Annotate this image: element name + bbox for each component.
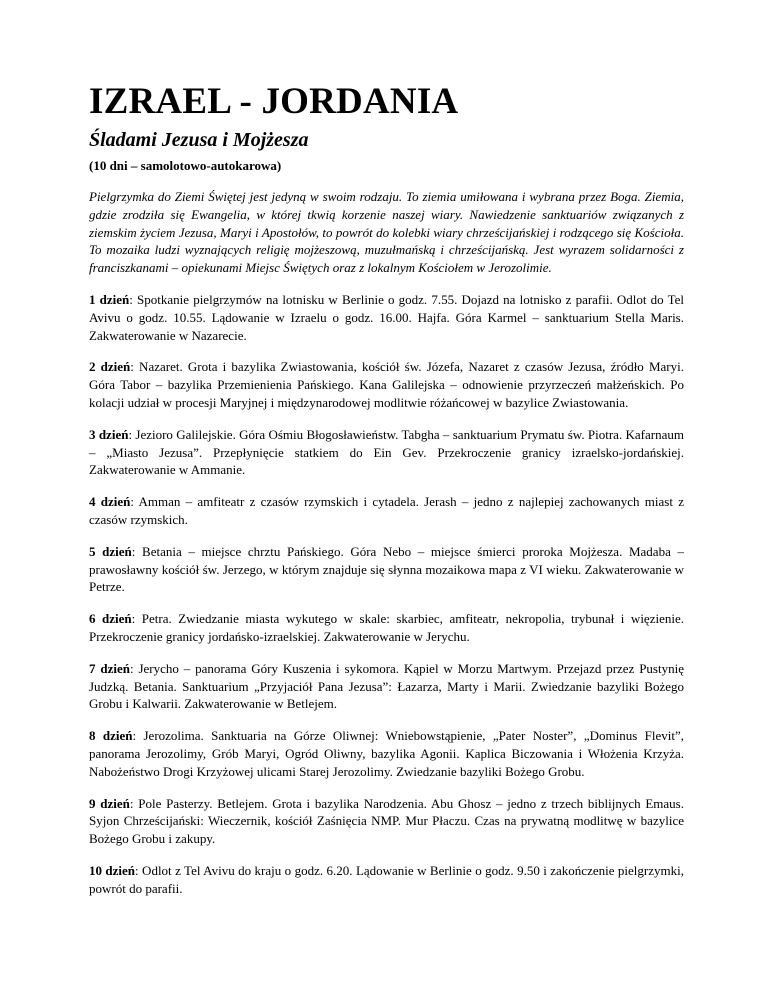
day-label: 6 dzień	[89, 611, 132, 627]
day-label: 4 dzień	[89, 494, 131, 510]
day-item	[89, 426, 684, 479]
day-text: : Betania – miejsce chrztu Pańskiego. Góra Nebo – miejsce śmierci proroka Mojżesza. Madaba – prawosławny kościół św. Jerzego, w którym znajduje się słynna mozaikowa mapa z VI wieku. Zakwaterowanie w Petrze.	[89, 543, 684, 595]
day-item	[89, 795, 684, 848]
day-text: : Odlot z Tel Avivu do kraju o godz. 6.20. Lądowanie w Berlinie o godz. 9.50 i zakończenie pielgrzymki, powrót do parafii.	[89, 862, 684, 896]
day-text: : Amman – amfiteatr z czasów rzymskich i cytadela. Jerash – jedno z najlepiej zachowanych miast z czasów rzymskich.	[89, 494, 684, 527]
day-text: : Jerozolima. Sanktuaria na Górze Oliwnej: Wniebowstąpienie, „Pater Noster”, „Dominus Flevit”, panorama Jerozolimy, Grób Maryi, Ogród Oliwny, bazylika Agonii. Kaplica Biczowania i Włożenia Krzyża. Nabożeństwo Drogi Krzyżowej ulicami Starej Jerozolimy. Zwiedzanie bazyliki Bożego Grobu.	[89, 728, 684, 779]
day-label: 1 dzień	[89, 291, 130, 307]
page-subtitle: Śladami Jezusa i Mojżesza	[89, 129, 309, 151]
day-item	[89, 727, 684, 780]
day-text: : Jezioro Galilejskie. Góra Ośmiu Błogosławieństw. Tabgha – sanktuarium Prymatu św. Piotra. Kafarnaum – „Miasto Jezusa”. Przepłynięcie statkiem do Ein Gev. Przekroczenie granicy izraelsko-jordańskiej. Zakwaterowanie w Ammanie.	[89, 426, 684, 478]
day-label: 5 dzień	[89, 543, 132, 559]
day-label: 8 dzień	[89, 728, 133, 744]
day-text: : Spotkanie pielgrzymów na lotnisku w Berlinie o godz. 7.55. Dojazd na lotnisko z parafii. Odlot do Tel Avivu o godz. 10.55. Lądowanie w Izraelu o godz. 16.00. Hajfa. Góra Karmel – sanktuarium Stella Maris. Zakwaterowanie w Nazarecie.	[89, 291, 684, 343]
document-page	[89, 80, 684, 898]
intro-paragraph: Pielgrzymka do Ziemi Świętej jest jedyną w swoim rodzaju. To ziemia umiłowana i wybrana przez Boga. Ziemia, gdzie zrodziła się Ewangelia, w której tkwią korzenie naszej wiary. Nawiedzenie sanktuariów związanych z ziemskim życiem Jezusa, Maryi i Apostołów, to powrót do kolebki wiary chrześcijańskiej i rodzącego się Kościoła. To mozaika ludzi wyznających religię mojżeszową, muzułmańską i chrześcijańską. Jest wyrazem solidarności z franciszkanami – opiekunami Miejsc Świętych oraz z lokalnym Kościołem w Jerozolimie.	[89, 189, 684, 276]
page-title: IZRAEL - JORDANIA	[89, 81, 459, 122]
day-item	[89, 493, 684, 529]
day-label: 9 dzień	[89, 795, 130, 811]
day-item	[89, 291, 684, 344]
day-item	[89, 610, 684, 646]
day-text: : Jerycho – panorama Góry Kuszenia i sykomora. Kąpiel w Morzu Martwym. Przejazd przez Pustynię Judzką. Betania. Sanktuarium „Przyjaciół Pana Jezusa”: Łazarza, Marty i Marii. Zwiedzanie bazyliki Bożego Grobu i Kalwarii. Zakwaterowanie w Betlejem.	[89, 660, 684, 712]
day-text: : Petra. Zwiedzanie miasta wykutego w skale: skarbiec, amfiteatr, nekropolia, trybunał i więzienie. Przekroczenie granicy jordańsko-izraelskiej. Zakwaterowanie w Jerychu.	[89, 611, 684, 644]
day-label: 7 dzień	[89, 660, 130, 676]
day-item	[89, 862, 684, 898]
day-item	[89, 543, 684, 596]
day-label: 3 dzień	[89, 426, 129, 442]
day-text: : Nazaret. Grota i bazylika Zwiastowania, kościół św. Józefa, Nazaret z czasów Jezusa, źródło Maryi. Góra Tabor – bazylika Przemienienia Pańskiego. Kana Galilejska – odnowienie przyrzeczeń małżeńskich. Po kolacji udział w procesji Maryjnej i międzynarodowej modlitwie różańcowej w bazylice Zwiastowania.	[89, 359, 684, 410]
day-text: : Pole Pasterzy. Betlejem. Grota i bazylika Narodzenia. Abu Ghosz – jedno z trzech biblijnych Emaus. Syjon Chrześcijański: Wieczernik, kościół Zaśnięcia NMP. Mur Płaczu. Czas na prywatną modlitwę w bazylice Bożego Grobu i zakupy.	[89, 795, 684, 847]
day-item	[89, 660, 684, 713]
day-label: 10 dzień	[89, 862, 136, 878]
trip-type-note: (10 dni – samolotowo-autokarowa)	[89, 158, 282, 173]
day-label: 2 dzień	[89, 359, 131, 375]
day-item	[89, 358, 684, 411]
